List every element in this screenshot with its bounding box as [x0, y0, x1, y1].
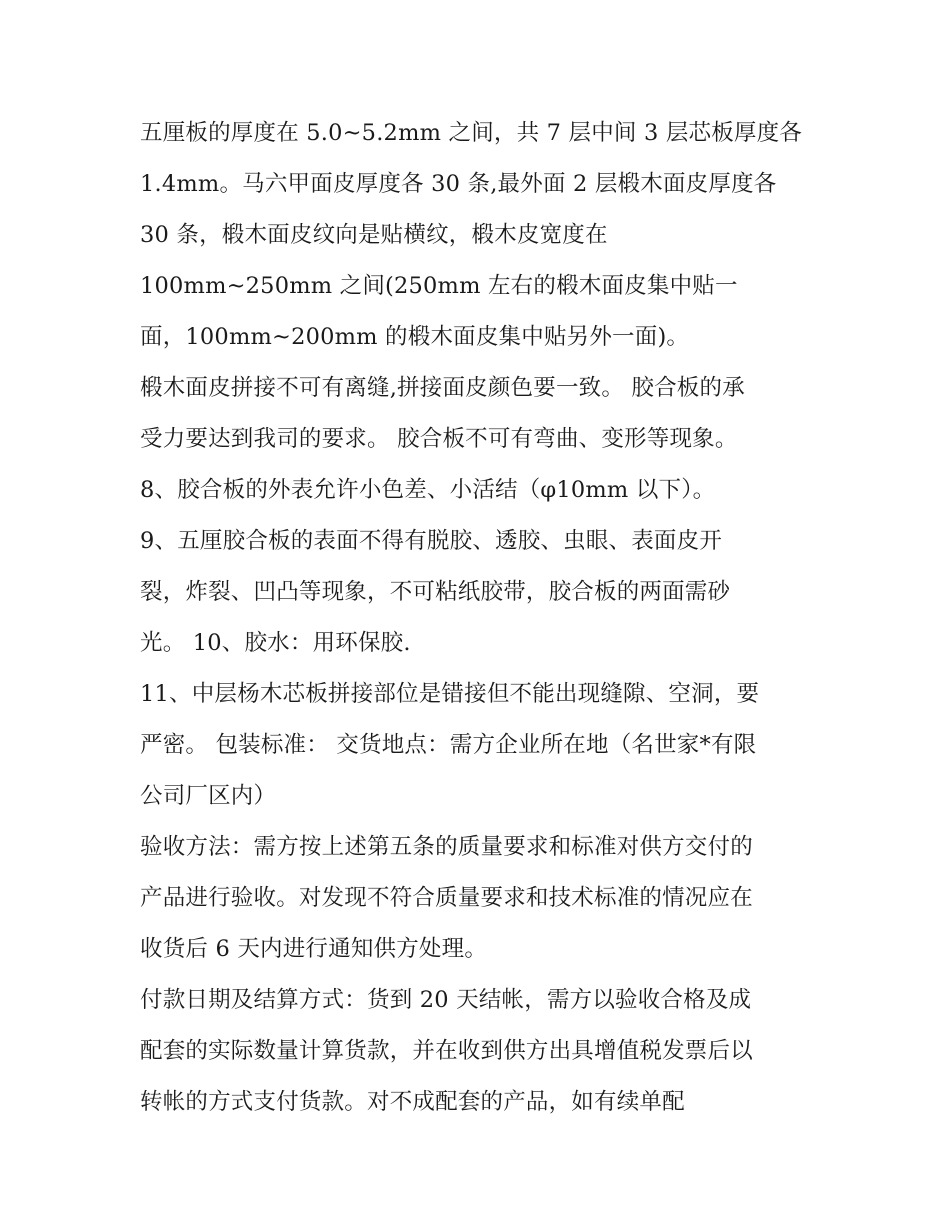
document-body	[140, 108, 830, 1128]
text-line: 1.4mm。马六甲面皮厚度各 30 条,最外面 2 层椴木面皮厚度各	[140, 171, 777, 197]
text-line: 五厘板的厚度在 5.0~5.2mm 之间，共 7 层中间 3 层芯板厚度各	[140, 120, 803, 146]
text-line: 面，100mm~200mm 的椴木面皮集中贴另外一面)。	[140, 324, 690, 350]
text-line: 公司厂区内）	[140, 783, 277, 809]
text-line: 验收方法：需方按上述第五条的质量要求和标准对供方交付的	[140, 834, 753, 860]
text-line: 9、五厘胶合板的表面不得有脱胶、透胶、虫眼、表面皮开	[140, 528, 723, 554]
text-line: 转帐的方式支付货款。对不成配套的产品，如有续单配	[140, 1089, 685, 1115]
text-line: 受力要达到我司的要求。 胶合板不可有弯曲、变形等现象。	[140, 426, 738, 452]
text-line: 8、胶合板的外表允许小色差、小活结（φ10mm 以下）。	[140, 477, 716, 503]
text-line: 30 条，椴木面皮纹向是贴横纹，椴木皮宽度在	[140, 222, 608, 248]
text-line: 椴木面皮拼接不可有离缝,拼接面皮颜色要一致。 胶合板的承	[140, 375, 745, 401]
text-line: 11、中层杨木芯板拼接部位是错接但不能出现缝隙、空洞，要	[140, 681, 760, 707]
text-line: 光。 10、胶水：用环保胶.	[140, 630, 411, 656]
text-line: 严密。 包装标准： 交货地点：需方企业所在地（名世家*有限	[140, 732, 757, 758]
text-line: 收货后 6 天内进行通知供方处理。	[140, 936, 488, 962]
text-line: 裂，炸裂、凹凸等现象，不可粘纸胶带，胶合板的两面需砂	[140, 579, 731, 605]
text-line: 配套的实际数量计算货款，并在收到供方出具增值税发票后以	[140, 1038, 753, 1064]
text-line: 100mm~250mm 之间(250mm 左右的椴木面皮集中贴一	[140, 273, 738, 299]
text-line: 产品进行验收。对发现不符合质量要求和技术标准的情况应在	[140, 885, 753, 911]
text-line: 付款日期及结算方式：货到 20 天结帐，需方以验收合格及成	[140, 987, 752, 1013]
